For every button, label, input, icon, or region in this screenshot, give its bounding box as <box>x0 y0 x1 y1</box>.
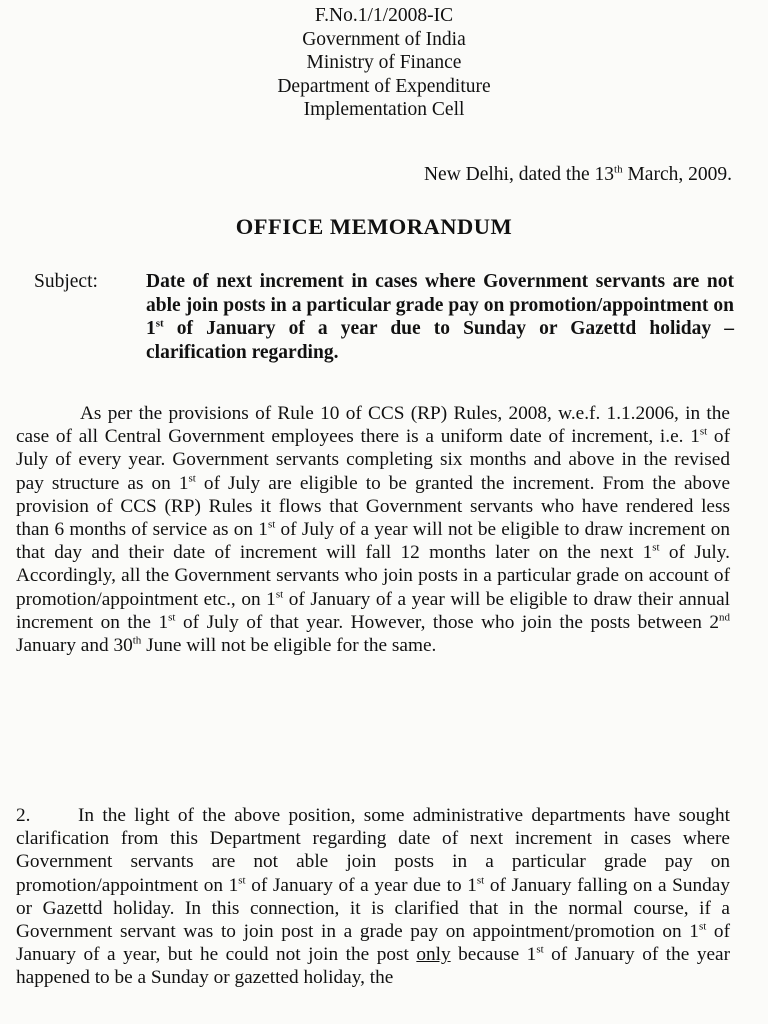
date-line: New Delhi, dated the 13th March, 2009. <box>423 163 732 185</box>
subject-text: Date of next increment in cases where Government servants are not able join posts in a particular grade pay on promotion/appointment on 1st of January of a year due to Sunday or Gazettd holiday – clarification regarding. <box>146 271 734 363</box>
government-line: Government of India <box>302 28 466 50</box>
file-number: F.No.1/1/2008-IC <box>314 5 454 26</box>
ministry-line: Ministry of Finance <box>306 52 462 73</box>
letterhead <box>0 4 768 122</box>
paragraph-number: 2. <box>16 805 31 826</box>
paragraph-2: 2. In the light of the above position, some administrative departments have sought clarification from this Department regarding date of next increment in cases where Government servants are not able join posts in a particular grade pay on promotion/appointment on 1st of January of a year due to 1st of January falling on a Sunday or Gazettd holiday. In this connection, it is clarified that in the normal course, if a Government servant was to join post in a grade pay on appointment/promotion on 1st of January of a year, but he could not join the post only because 1st of January of the year happened to be a Sunday or gazetted holiday, the <box>16 805 730 989</box>
memo-title: OFFICE MEMORANDUM <box>235 214 513 239</box>
cell-line: Implementation Cell <box>303 99 465 120</box>
subject-block <box>34 270 734 364</box>
department-line: Department of Expenditure <box>277 75 491 97</box>
paragraph-1: As per the provisions of Rule 10 of CCS (RP) Rules, 2008, w.e.f. 1.1.2006, in the case of all Central Government employees there is a uniform date of increment, i.e. 1st of July of every year. Government servants completing six months and above in the revised pay structure as on 1st of July are eligible to be granted the increment. From the above provision of CCS (RP) Rules it flows that Government servants who have rendered less than 6 months of service as on 1st of July of a year will not be eligible to draw increment on that day and their date of increment will fall 12 months later on the next 1st of July. Accordingly, all the Government servants who join posts in a particular grade on account of promotion/appointment etc., on 1st of January of a year will be eligible to draw their annual increment on the 1st of July of that year. However, those who join the posts between 2nd January and 30th June will not be eligible for the same. <box>16 403 731 657</box>
subject-label: Subject: <box>34 271 98 292</box>
